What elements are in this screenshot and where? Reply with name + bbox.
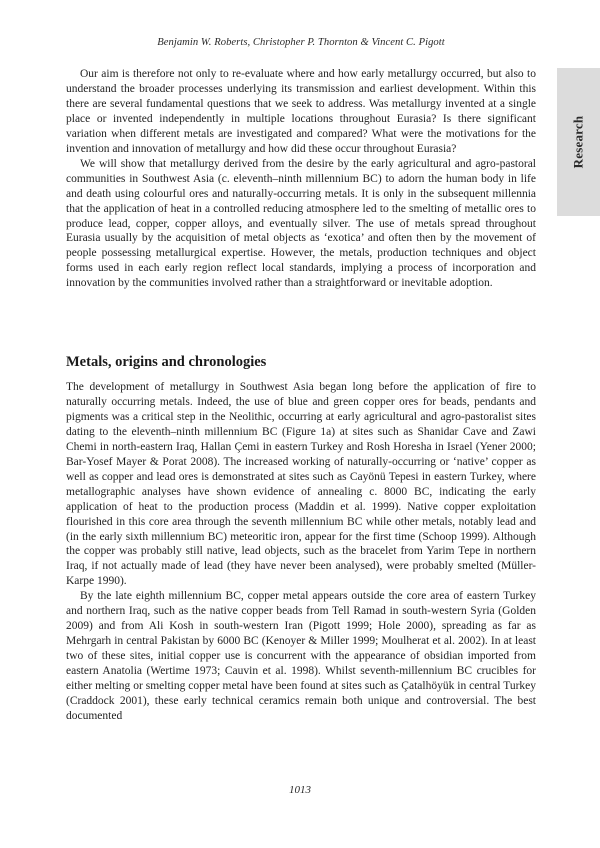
page-number: 1013	[289, 784, 311, 796]
paragraph: Our aim is therefore not only to re-evaluate where and how early metallurgy occurred, but also to understand the broader processes underlying its transmission and earliest development. Within this there are several fundamental questions that we seek to address. Was metallurgy invented at a single place or invented independently in multiple locations throughout Eurasia? Is there significant variation when different metals are investigated and compared? What were the motivations for the invention and innovation of metallurgy and how did these occur throughout Eurasia?	[66, 68, 536, 155]
paragraph: The development of metallurgy in Southwest Asia began long before the application of fire to naturally occurring metals. Indeed, the use of blue and green copper ores for beads, pendants and pigments was a critical step in the Neolithic, occurring at early agricultural and agro-pastoralist sites dating to the eleventh–ninth millennium BC (Figure 1a) at sites such as Shanidar Cave and Zawi Chemi in north-eastern Iraq, Hallan Çemi in eastern Turkey and Rosh Horesha in Israel (Yener 2000; Bar-Yosef Mayer & Porat 2008). The increased working of naturally-occurring or ‘native’ copper as well as copper and lead ores is demonstrated at sites such as Cayönü Tepesi in eastern Turkey, where metallographic analyses have shown evidence of annealing c. 8000 BC, indicating the early application of heat to the production process (Maddin et al. 1999). Native copper exploitation flourished in this core area through the seventh millennium BC while other metals, notably lead and (in the early sixth millennium BC) meteoritic iron, appear for the first time (Schoop 1999). Although the copper was probably still native, lead objects, such as the bracelet from Yarim Tepe in northern Iraq, if not actually made of lead (they have never been analysed), were probably smelted (Müller-Karpe 1990).	[66, 381, 536, 588]
paragraph: We will show that metallurgy derived from the desire by the early agricultural and agro-pastoral communities in Southwest Asia (c. eleventh–ninth millennium BC) to adorn the human body in life and death using colourful ores and naturally-occurring metals. It is only in the subsequent millennia that the application of heat in a controlled reducing atmosphere led to the smelting of metallic ores to produce lead, copper, copper alloys, and eventually silver. The use of metals spread throughout Eurasia usually by the acquisition of metal objects as ‘exotica’ and often then by the movement of people possessing metallurgical expertise. However, the metals, production techniques and object forms used in each early region reflect local standards, implying a process of incorporation and innovation by the communities involved rather than a straightforward or inevitable adoption.	[66, 157, 536, 290]
paragraph: By the late eighth millennium BC, copper metal appears outside the core area of eastern Turkey and northern Iraq, such as the native copper beads from Tell Ramad in south-western Syria (Golden 2009) and from Ali Kosh in south-western Iran (Pigott 1999; Hole 2000), spreading as far as Mehrgarh in central Pakistan by 6000 BC (Kenoyer & Miller 1999; Moulherat et al. 2002). In at least two of these sites, initial copper use is concurrent with the appearance of obsidian imported from eastern Anatolia (Wertime 1973; Cauvin et al. 1998). Whilst seventh-millennium BC crucibles for either melting or smelting copper metal have been found at sites such as Çatalhöyük in central Turkey (Craddock 2001), these early technical ceramics remain both unique and controversial. The best documented	[66, 590, 536, 722]
section-body	[66, 380, 536, 724]
section-heading: Metals, origins and chronologies	[66, 354, 267, 370]
intro-text	[66, 67, 536, 291]
running-head: Benjamin W. Roberts, Christopher P. Thornton & Vincent C. Pigott	[157, 37, 445, 48]
section-tab-label: Research	[570, 115, 586, 169]
section-tab	[557, 68, 600, 216]
